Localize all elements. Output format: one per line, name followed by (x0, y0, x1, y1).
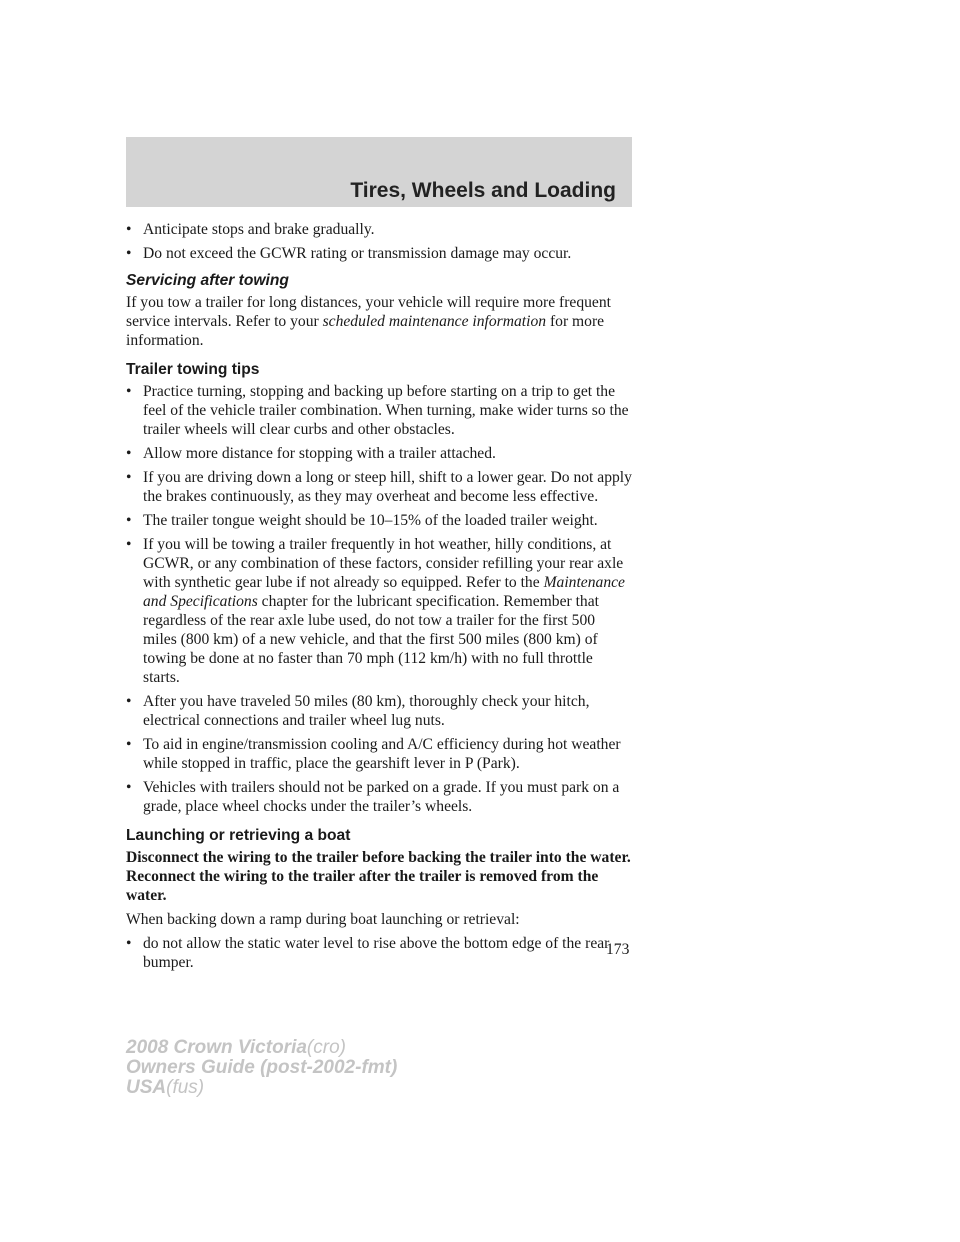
boat-heading: Launching or retrieving a boat (126, 827, 351, 844)
footer-line-1 (126, 1038, 397, 1058)
scheduled-maintenance-reference: scheduled maintenance information (322, 313, 547, 330)
footer-guide: Owners Guide (post-2002-fmt) (126, 1057, 398, 1078)
boat-intro: When backing down a ramp during boat launching or retrieval: (126, 911, 520, 928)
tip-bullet-8: • Vehicles with trailers should not be parked on a grade. If you must park on a grade, place wheel chocks under the trailer’s wheels. (126, 778, 632, 816)
footer-model-code: (cro) (306, 1037, 346, 1058)
page-number: 173 (606, 941, 630, 958)
tip-bullet-5 (126, 535, 632, 687)
tip-bullet-7: • To aid in engine/transmission cooling and A/C efficiency during hot weather while stopped in traffic, place the gearshift lever in P (Park). (126, 735, 632, 773)
tip-5-text-start: If you will be towing a trailer frequently in hot weather, hilly conditions, at GCWR, or any combination of these factors, consider refilling your rear axle with synthetic gear lube if not already so equipped. Refer to the (143, 536, 624, 591)
tip-bullet-3: • If you are driving down a long or steep hill, shift to a lower gear. Do not apply the brakes continuously, as they may overheat and become less effective. (126, 468, 632, 506)
footer-market-code: (fus) (166, 1077, 205, 1098)
document-footer (126, 1038, 397, 1098)
servicing-paragraph (126, 293, 632, 350)
tip-bullet-4: • The trailer tongue weight should be 10–15% of the loaded trailer weight. (126, 511, 632, 530)
tip-5-text-end: chapter for the lubricant specification. Remember that regardless of the rear axle lube used, do not tow a trailer for the first 500 miles (800 km) of a new vehicle, and that the first 500 miles (800 km) of towing be done at no faster than 70 mph (112 km/h) with no full throttle starts. (143, 593, 599, 686)
chapter-header (126, 137, 632, 207)
servicing-heading: Servicing after towing (126, 272, 289, 289)
towing-tips-heading: Trailer towing tips (126, 361, 260, 378)
page-content (126, 220, 632, 977)
maintenance-specifications-reference: Maintenance and Specifications (143, 574, 625, 610)
footer-line-2 (126, 1058, 397, 1078)
servicing-text-end: for more information. (126, 313, 605, 349)
tip-bullet-6: • After you have traveled 50 miles (80 km), thoroughly check your hitch, electrical connections and trailer wheel lug nuts. (126, 692, 632, 730)
footer-model: 2008 Crown Victoria (126, 1037, 307, 1058)
chapter-title: Tires, Wheels and Loading (350, 179, 616, 202)
footer-line-3 (126, 1078, 397, 1098)
intro-bullet-2: • Do not exceed the GCWR rating or transmission damage may occur. (126, 244, 632, 263)
tip-bullet-1: • Practice turning, stopping and backing up before starting on a trip to get the feel of the vehicle trailer combination. When turning, make wider turns so the trailer wheels will clear curbs and other obstacles. (126, 382, 632, 439)
servicing-text-start: If you tow a trailer for long distances, your vehicle will require more frequent service intervals. Refer to your (126, 294, 611, 330)
boat-bullet-1: • do not allow the static water level to rise above the bottom edge of the rear bumper. (126, 934, 632, 972)
boat-warning: Disconnect the wiring to the trailer before backing the trailer into the water. Reconnect the wiring to the trailer after the trailer is removed from the water. (126, 849, 631, 904)
intro-bullet-1: • Anticipate stops and brake gradually. (126, 220, 632, 239)
footer-market: USA (126, 1077, 167, 1098)
tip-bullet-2: • Allow more distance for stopping with a trailer attached. (126, 444, 632, 463)
